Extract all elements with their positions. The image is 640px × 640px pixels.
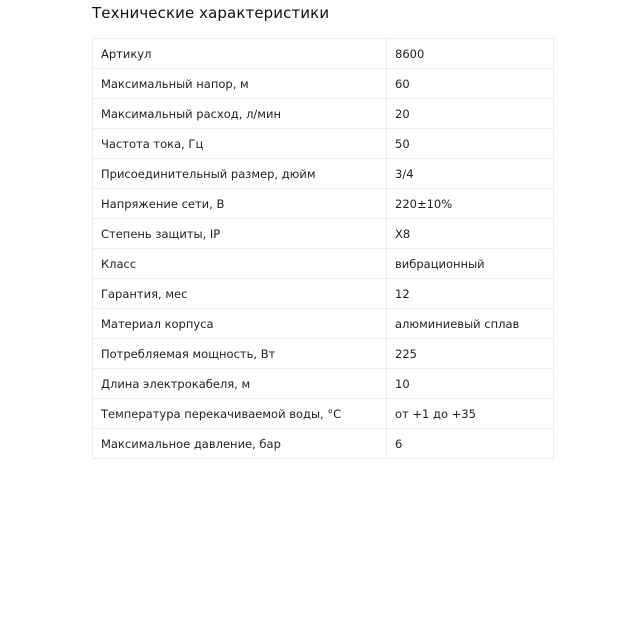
spec-row-class bbox=[93, 249, 554, 279]
spec-name: Длина электрокабеля, м bbox=[93, 369, 387, 399]
spec-name: Частота тока, Гц bbox=[93, 129, 387, 159]
spec-value: 12 bbox=[387, 279, 554, 309]
spec-name: Материал корпуса bbox=[93, 309, 387, 339]
spec-row-voltage bbox=[93, 189, 554, 219]
spec-name: Класс bbox=[93, 249, 387, 279]
spec-value: вибрационный bbox=[387, 249, 554, 279]
spec-name: Степень защиты, IP bbox=[93, 219, 387, 249]
spec-value: 220±10% bbox=[387, 189, 554, 219]
spec-value: 10 bbox=[387, 369, 554, 399]
spec-row-article bbox=[93, 39, 554, 69]
spec-value: 6 bbox=[387, 429, 554, 459]
spec-row-frequency bbox=[93, 129, 554, 159]
spec-name: Максимальный напор, м bbox=[93, 69, 387, 99]
spec-row-ip-rating bbox=[93, 219, 554, 249]
specs-table-body bbox=[93, 39, 554, 459]
spec-name: Потребляемая мощность, Вт bbox=[93, 339, 387, 369]
spec-row-power bbox=[93, 339, 554, 369]
spec-value: 60 bbox=[387, 69, 554, 99]
spec-name: Артикул bbox=[93, 39, 387, 69]
spec-value: 225 bbox=[387, 339, 554, 369]
spec-value: X8 bbox=[387, 219, 554, 249]
spec-row-body-material bbox=[93, 309, 554, 339]
section-title: Технические характеристики bbox=[92, 4, 330, 22]
spec-row-cable-length bbox=[93, 369, 554, 399]
spec-name: Присоединительный размер, дюйм bbox=[93, 159, 387, 189]
specs-table bbox=[92, 38, 554, 459]
spec-row-max-flow bbox=[93, 99, 554, 129]
spec-row-max-pressure bbox=[93, 429, 554, 459]
spec-value: 20 bbox=[387, 99, 554, 129]
spec-name: Максимальный расход, л/мин bbox=[93, 99, 387, 129]
spec-value: 8600 bbox=[387, 39, 554, 69]
spec-name: Гарантия, мес bbox=[93, 279, 387, 309]
spec-row-max-head bbox=[93, 69, 554, 99]
spec-value: 50 bbox=[387, 129, 554, 159]
spec-value: от +1 до +35 bbox=[387, 399, 554, 429]
spec-value: алюминиевый сплав bbox=[387, 309, 554, 339]
spec-value: 3/4 bbox=[387, 159, 554, 189]
spec-row-water-temperature bbox=[93, 399, 554, 429]
spec-name: Напряжение сети, В bbox=[93, 189, 387, 219]
spec-name: Максимальное давление, бар bbox=[93, 429, 387, 459]
spec-row-warranty bbox=[93, 279, 554, 309]
spec-name: Температура перекачиваемой воды, °С bbox=[93, 399, 387, 429]
spec-row-connection-size bbox=[93, 159, 554, 189]
